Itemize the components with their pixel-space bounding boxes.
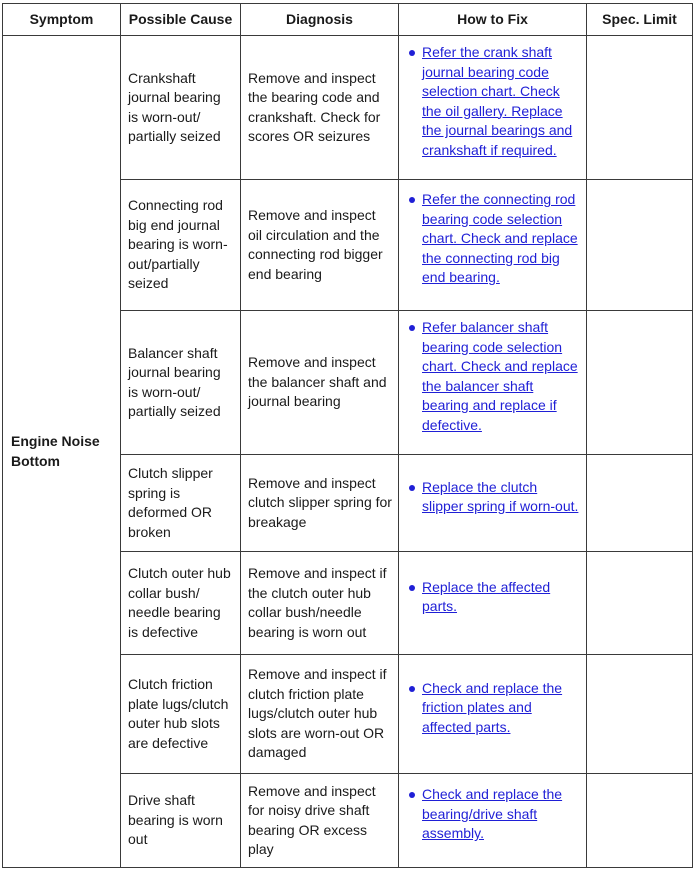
header-possible-cause: Possible Cause <box>121 4 241 36</box>
fix-link[interactable]: Refer the connecting rod bearing code selection chart. Check and replace the connecting rod big end bearing. <box>422 191 578 286</box>
cause-cell: Clutch outer hub collar bush/ needle bearing is defective <box>121 552 241 655</box>
spec-limit-cell <box>587 552 693 655</box>
diagnosis-cell: Remove and inspect clutch slipper spring for breakage <box>241 455 399 552</box>
bullet-icon <box>409 325 415 331</box>
cause-cell: Drive shaft bearing is worn out <box>121 774 241 868</box>
spec-limit-cell <box>587 455 693 552</box>
fix-link[interactable]: Replace the affected parts. <box>422 578 551 614</box>
diagnosis-cell: Remove and inspect for noisy drive shaft bearing OR excess play <box>241 774 399 868</box>
diagnosis-cell: Remove and inspect if clutch friction plate lugs/clutch outer hub slots are worn-out OR damaged <box>241 655 399 774</box>
spec-limit-cell <box>587 311 693 455</box>
header-spec-limit: Spec. Limit <box>587 4 693 36</box>
header-how-to-fix: How to Fix <box>399 4 587 36</box>
fix-cell <box>399 180 587 311</box>
diagnosis-cell: Remove and inspect the bearing code and crankshaft. Check for scores OR seizures <box>241 36 399 180</box>
troubleshooting-table <box>2 3 693 868</box>
fix-cell <box>399 655 587 774</box>
bullet-icon <box>409 585 415 591</box>
table-row <box>3 36 693 180</box>
fix-link[interactable]: Check and replace the friction plates and affected parts. <box>422 679 563 735</box>
header-diagnosis: Diagnosis <box>241 4 399 36</box>
symptom-cell: Engine Noise Bottom <box>3 36 121 868</box>
fix-link[interactable]: Check and replace the bearing/drive shaft assembly. <box>422 786 563 842</box>
cause-cell: Clutch slipper spring is deformed OR broken <box>121 455 241 552</box>
fix-link[interactable]: Refer balancer shaft bearing code selection chart. Check and replace the balancer shaft bearing and replace if defective. <box>422 319 578 433</box>
diagnosis-cell: Remove and inspect if the clutch outer hub collar bush/needle bearing is worn out <box>241 552 399 655</box>
bullet-icon <box>409 197 415 203</box>
header-row <box>3 4 693 36</box>
fix-cell <box>399 774 587 868</box>
spec-limit-cell <box>587 655 693 774</box>
fix-link[interactable]: Replace the clutch slipper spring if worn-out. <box>422 478 579 514</box>
cause-cell: Crankshaft journal bearing is worn-out/ partially seized <box>121 36 241 180</box>
cause-cell: Connecting rod big end journal bearing is worn-out/partially seized <box>121 180 241 311</box>
bullet-icon <box>409 50 415 56</box>
fix-cell <box>399 455 587 552</box>
bullet-icon <box>409 686 415 692</box>
bullet-icon <box>409 485 415 491</box>
diagnosis-cell: Remove and inspect oil circulation and the connecting rod bigger end bearing <box>241 180 399 311</box>
spec-limit-cell <box>587 36 693 180</box>
fix-cell <box>399 36 587 180</box>
bullet-icon <box>409 792 415 798</box>
spec-limit-cell <box>587 774 693 868</box>
header-symptom: Symptom <box>3 4 121 36</box>
diagnosis-cell: Remove and inspect the balancer shaft and journal bearing <box>241 311 399 455</box>
fix-cell <box>399 311 587 455</box>
cause-cell: Clutch friction plate lugs/clutch outer hub slots are defective <box>121 655 241 774</box>
spec-limit-cell <box>587 180 693 311</box>
fix-cell <box>399 552 587 655</box>
cause-cell: Balancer shaft journal bearing is worn-out/ partially seized <box>121 311 241 455</box>
fix-link[interactable]: Refer the crank shaft journal bearing code selection chart. Check the oil gallery. Replace the journal bearings and crankshaft if required. <box>422 44 573 158</box>
